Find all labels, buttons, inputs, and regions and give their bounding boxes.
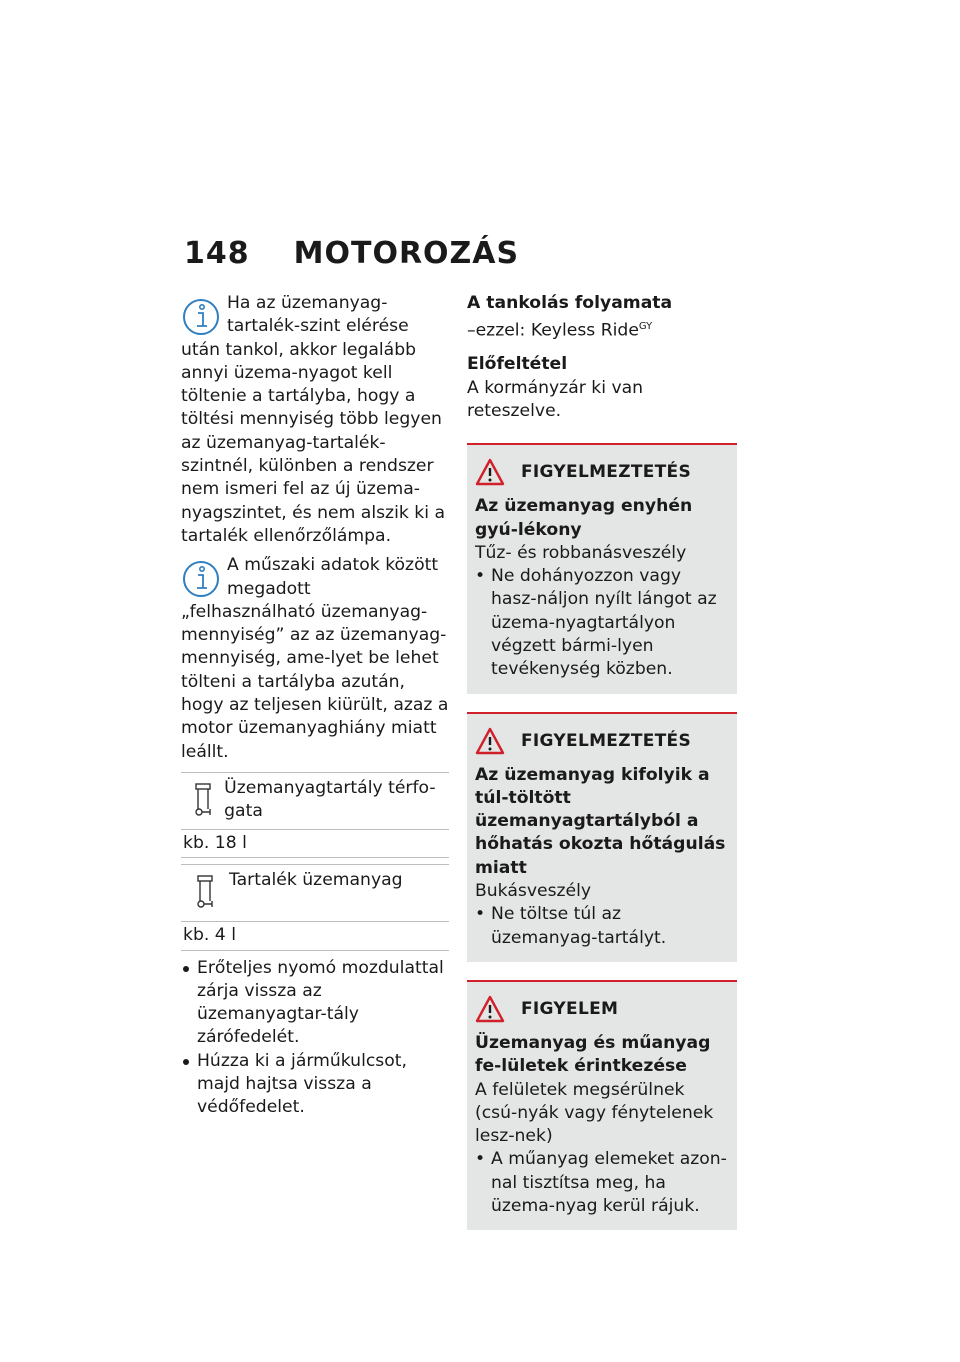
list-item: • Ne dohányozzon vagy hasz-náljon nyílt lángot az üzema-nyagtartályon végzett bármi-lyen tevékenység közben.: [475, 565, 727, 681]
section-title: MOTOROZÁS: [293, 236, 520, 271]
spec-table: [181, 772, 449, 951]
info-icon: [181, 558, 221, 600]
spec-row-reserve: [181, 864, 449, 922]
step-list: [181, 957, 449, 1120]
warning-box-3: [467, 980, 737, 1230]
spec-label: Tartalék üzemanyag: [229, 870, 403, 891]
warning-text: Bukásveszély: [475, 881, 592, 902]
warning-title: Az üzemanyag kifolyik a túl-töltött üzemanyagtartályból a hőhatás okozta hőtágulás miatt: [475, 764, 726, 878]
warning-triangle-icon: [475, 458, 505, 486]
warning-text: Tűz- és robbanásveszély: [475, 542, 687, 563]
section-heading: A tankolás folyamata: [467, 293, 673, 313]
list-item: • A műanyag elemeket azon-nal tisztítsa meg, ha üzema-nyag kerül rájuk.: [475, 1148, 727, 1218]
warning-label: FIGYELMEZTETÉS: [521, 730, 691, 751]
warning-label: FIGYELEM: [521, 998, 619, 1019]
info-icon: [181, 296, 221, 338]
left-column: [181, 292, 449, 1120]
info-note-2-text: A műszaki adatok között megadott „felhasználható üzemanyag-mennyiség” az az üzemanyag-mennyiség, ame-lyet be lehet tölteni a tartályba azután, hogy az teljesen kiürült, azaz a motor üzemanyaghiány miatt leállt.: [181, 555, 449, 762]
fuel-gauge-icon: [193, 783, 213, 817]
list-item: Húzza ki a járműkulcsot, majd hajtsa vissza a védőfedelet.: [181, 1050, 449, 1120]
warning-triangle-icon: [475, 727, 505, 755]
right-column: [467, 292, 737, 1230]
precondition-title: Előfeltétel: [467, 354, 568, 375]
list-item: Erőteljes nyomó mozdulattal zárja vissza az üzemanyagtar-tály zárófedelét.: [181, 957, 449, 1050]
page-header: [184, 236, 519, 271]
equipment-line: –ezzel: Keyless Ride$^{GY}$: [467, 321, 653, 342]
warning-box-1: [467, 443, 737, 693]
precondition-text: A kormányzár ki van reteszelve.: [467, 377, 644, 421]
info-note-1-text: Ha az üzemanyag-tartalék-szint elérése után tankol, akkor legalább annyi üzema-nyagot kell töltenie a tartályba, hogy a töltési mennyiség több legyen az üzemanyag-tartalék-szintnél, különben a rendszer nem ismeri fel az új üzema-nyagszintet, és nem alszik ki a tartalék ellenőrzőlámpa.: [181, 293, 445, 546]
spec-value: kb. 4 l: [181, 922, 449, 950]
warning-title: Az üzemanyag enyhén gyú-lékony: [475, 496, 693, 540]
spec-row-tank-capacity: [181, 773, 449, 830]
page-number: 148: [184, 236, 250, 271]
info-note-2: [181, 554, 449, 764]
fuel-gauge-icon: [195, 875, 215, 909]
warning-title: Üzemanyag és műanyag fe-lületek érintkezése: [475, 1032, 711, 1077]
spec-value: kb. 18 l: [181, 830, 449, 858]
spec-label: Üzemanyagtartály térfo-gata: [224, 777, 436, 822]
warning-label: FIGYELMEZTETÉS: [521, 462, 691, 483]
warning-triangle-icon: [475, 995, 505, 1023]
list-item: • Ne töltse túl az üzemanyag-tartályt.: [475, 903, 727, 950]
info-note-1: [181, 292, 449, 548]
warning-box-2: [467, 712, 737, 962]
warning-text: A felületek megsérülnek (csú-nyák vagy fénytelenek lesz-nek): [475, 1079, 714, 1147]
equipment-code: GY: [638, 321, 653, 333]
